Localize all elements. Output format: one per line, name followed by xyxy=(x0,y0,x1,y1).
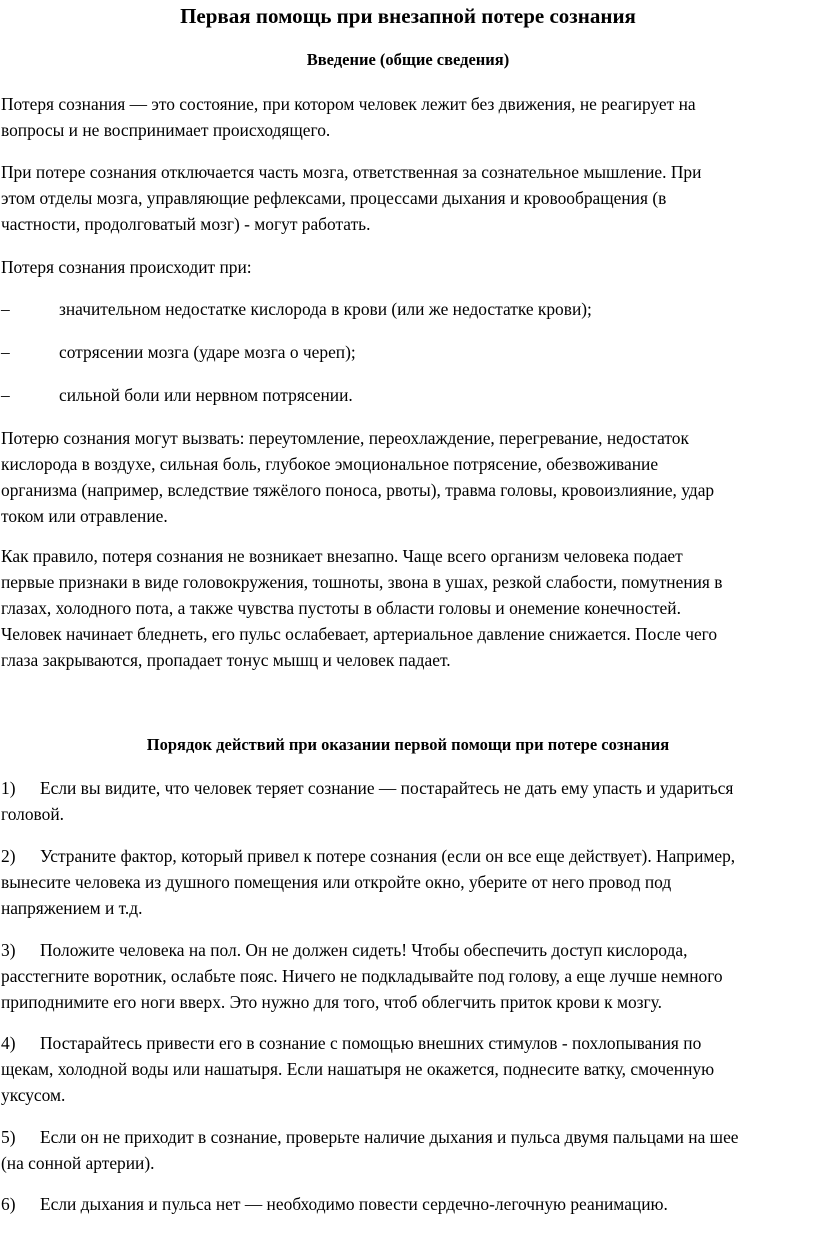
step-number: 3) xyxy=(1,940,16,960)
text-line: глаза закрываются, пропадает тонус мышц и человек падает. xyxy=(1,650,451,670)
list-item-text: значительном недостатке кислорода в крови (или же недостатке крови); xyxy=(59,299,592,319)
text-line: щекам, холодной воды или нашатыря. Если нашатыря не окажется, поднесите ватку, смоченную xyxy=(1,1059,715,1079)
text-line: кислорода в воздухе, сильная боль, глубокое эмоциональное потрясение, обезвоживание xyxy=(1,454,659,474)
dash-marker: – xyxy=(1,342,10,362)
step-number: 2) xyxy=(1,846,16,866)
text-line: уксусом. xyxy=(1,1085,66,1105)
text-line: вопросы и не воспринимает происходящего. xyxy=(1,120,331,140)
text-line: глазах, холодного пота, а также чувства пустоты в области головы и онемение конечностей. xyxy=(1,598,681,618)
paragraph-brain xyxy=(1,159,815,237)
step-item xyxy=(1,1124,815,1176)
list-item-text: сотрясении мозга (ударе мозга о череп); xyxy=(59,342,356,362)
text-line: вынесите человека из душного помещения или откройте окно, уберите от него провод под xyxy=(1,872,672,892)
text-line: этом отделы мозга, управляющие рефлексами, процессами дыхания и кровообращения (в xyxy=(1,188,667,208)
text-line: организма (например, вследствие тяжёлого поноса, рвоты), травма головы, кровоизлияние, удар xyxy=(1,480,715,500)
text-line: расстегните воротник, ослабьте пояс. Ничего не подкладывайте под голову, а еще лучше немного xyxy=(1,966,723,986)
procedure-heading: Порядок действий при оказании первой помощи при потере сознания xyxy=(146,735,670,754)
text-line: Если он не приходит в сознание, проверьте наличие дыхания и пульса двумя пальцами на шее xyxy=(40,1127,739,1147)
intro-heading: Введение (общие сведения) xyxy=(306,50,510,69)
text-line: частности, продолговатый мозг) - могут работать. xyxy=(1,214,371,234)
text-line: Если вы видите, что человек теряет сознание — постарайтесь не дать ему упасть и удариться xyxy=(40,778,734,798)
text-line: Положите человека на пол. Он не должен сидеть! Чтобы обеспечить доступ кислорода, xyxy=(40,940,688,960)
paragraph-triggers xyxy=(1,425,815,529)
step-item xyxy=(1,1030,815,1108)
text-line: При потере сознания отключается часть мозга, ответственная за сознательное мышление. При xyxy=(1,162,702,182)
text-line: Постарайтесь привести его в сознание с помощью внешних стимулов - похлопывания по xyxy=(40,1033,702,1053)
text-line: Если дыхания и пульса нет — необходимо повести сердечно-легочную реанимацию. xyxy=(40,1194,668,1214)
document-title: Первая помощь при внезапной потере сознания xyxy=(180,4,636,28)
step-number: 6) xyxy=(1,1194,16,1214)
text-line: первые признаки в виде головокружения, тошноты, звона в ушах, резкой слабости, помутнения в xyxy=(1,572,723,592)
text-line: током или отравление. xyxy=(1,506,168,526)
text-line: Как правило, потеря сознания не возникает внезапно. Чаще всего организм человека подает xyxy=(1,546,683,566)
step-number: 4) xyxy=(1,1033,16,1053)
text-line: Человек начинает бледнеть, его пульс ослабевает, артериальное давление снижается. После чего xyxy=(1,624,718,644)
text-line: Устраните фактор, который привел к потере сознания (если он все еще действует). Например, xyxy=(40,846,736,866)
paragraph-causes-intro xyxy=(1,254,815,280)
list-item-text: сильной боли или нервном потрясении. xyxy=(59,385,353,405)
text-line: (на сонной артерии). xyxy=(1,1153,155,1173)
step-item xyxy=(1,1191,815,1217)
dash-marker: – xyxy=(1,385,10,405)
text-line: приподнимите его ноги вверх. Это нужно для того, чтоб облегчить приток крови к мозгу. xyxy=(1,992,662,1012)
step-number: 5) xyxy=(1,1127,16,1147)
text-line: Потеря сознания — это состояние, при котором человек лежит без движения, не реагирует на xyxy=(1,94,696,114)
text-line: напряжением и т.д. xyxy=(1,898,143,918)
text-line: Потеря сознания происходит при: xyxy=(1,257,252,277)
step-item xyxy=(1,843,815,921)
step-number: 1) xyxy=(1,778,16,798)
paragraph-symptoms xyxy=(1,543,815,673)
paragraph-definition xyxy=(1,91,815,143)
text-line: Потерю сознания могут вызвать: переутомление, переохлаждение, перегревание, недостаток xyxy=(1,428,689,448)
step-item xyxy=(1,937,815,1015)
dash-marker: – xyxy=(1,299,10,319)
step-item xyxy=(1,775,815,827)
text-line: головой. xyxy=(1,804,64,824)
